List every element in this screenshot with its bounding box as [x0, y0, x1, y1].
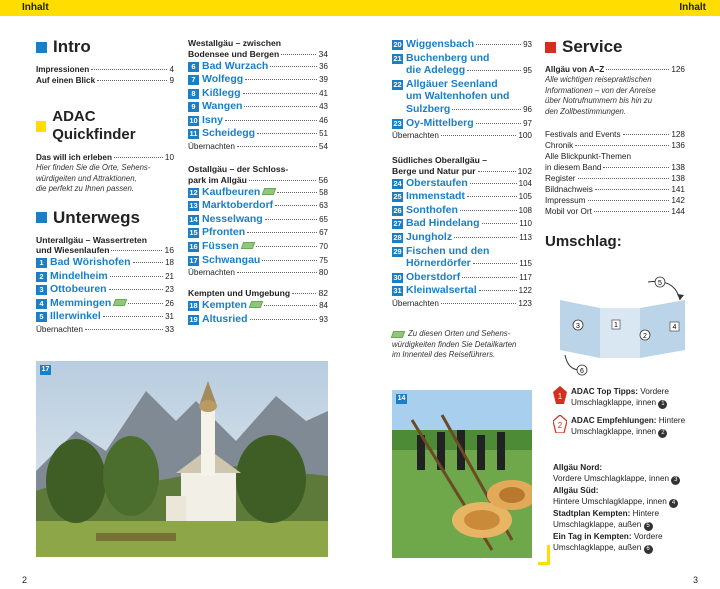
place-entry-cont[interactable]: die Adelegg 95 [406, 64, 532, 77]
place-entry[interactable]: 1 Bad Wörishofen 18 [36, 256, 174, 270]
toc-row[interactable]: Impressionen 4 [36, 65, 174, 74]
qf-text: würdigeiten und Attraktionen, [36, 173, 137, 183]
toc-row[interactable]: und Wiesenlaufen 16 [36, 245, 174, 255]
place-entry[interactable]: 23 Oy-Mittelberg 97 [393, 116, 532, 129]
legend-text: Hintere [656, 416, 686, 425]
note-text: im Innenteil des Reiseführers. [392, 350, 496, 359]
toc-row[interactable]: Auf einen Blick 9 [36, 76, 174, 85]
place-entry[interactable]: 26 Sonthofen 108 [393, 203, 532, 216]
section-unterwegs: Unterwegs [36, 209, 174, 227]
section-quickfinder: ADAC Quickfinder [36, 108, 174, 144]
region-heading: Westallgäu – zwischen [188, 38, 281, 48]
place-entry[interactable]: 5 Illerwinkel 31 [36, 310, 174, 324]
map-icon [240, 242, 255, 249]
place-entry-cont[interactable]: Sulzberg 96 [406, 102, 532, 115]
header-bar [0, 0, 720, 16]
callout-num: 3 [576, 323, 580, 330]
place-entry[interactable]: 3 Ottobeuren 23 [36, 283, 174, 297]
square-icon [36, 212, 47, 223]
legend-maps [553, 462, 703, 554]
toc-row[interactable]: Berge und Natur pur 102 [392, 165, 532, 176]
place-entry[interactable]: 17 Schwangau 75 [189, 253, 328, 266]
callout-num: 1 [658, 400, 667, 409]
legend-text: Umschlagklappe, innen [571, 398, 657, 407]
note-text: würdigkeiten finden Sie Detailkarten [392, 339, 517, 349]
legend-entry: Hintere Umschlagklappe, innen 4 [553, 496, 703, 508]
toc-row[interactable]: Kempten und Umgebung 82 [188, 288, 328, 299]
header-right: Inhalt [679, 2, 706, 13]
legend-text: Umschlagklappe, innen [571, 427, 657, 436]
place-entry[interactable]: 29 Fischen und den [393, 244, 490, 257]
place-entry[interactable]: 8 Kißlegg 41 [188, 87, 328, 101]
place-entry[interactable]: 10 Isny 46 [189, 113, 328, 126]
map-icon [249, 301, 264, 308]
legend-tips [553, 386, 703, 438]
photo-number: 14 [397, 395, 406, 402]
top-tip-icon [553, 386, 567, 404]
callout-num: 5 [658, 280, 662, 287]
az-text: den Zollbestimmungen. [545, 106, 627, 116]
empfehlung-icon [553, 415, 567, 433]
region-heading: Südliches Oberallgäu – [392, 155, 488, 166]
cover-diagram [540, 270, 710, 380]
place-entry[interactable]: 12 Kaufbeuren 58 [189, 185, 328, 198]
place-entry[interactable]: 18 Kempten 84 [189, 299, 328, 312]
place-entry[interactable]: 31 Kleinwalsertal 122 [393, 284, 532, 297]
toc-row[interactable]: Festivals and Events 128 [545, 130, 685, 139]
toc-row[interactable]: Übernachten 80 [188, 268, 328, 278]
toc-row[interactable]: Übernachten 33 [36, 324, 174, 334]
callout-num: 2 [658, 429, 667, 438]
map-icon [113, 299, 128, 306]
yellow-corner-mark [538, 545, 550, 565]
toc-row[interactable]: Chronik 136 [545, 141, 685, 150]
callout-num: 2 [643, 333, 647, 340]
legend-entry: Allgäu Nord: [553, 463, 603, 472]
place-entry[interactable]: 4 Memmingen 26 [36, 297, 174, 311]
callout-num: 6 [580, 368, 584, 375]
place-entry[interactable]: 24 Oberstaufen 104 [393, 176, 532, 189]
place-entry[interactable]: 15 Pfronten 67 [189, 226, 328, 239]
az-text: Informationen – von der Anreise [545, 85, 656, 95]
legend-entry: Umschlagklappe, außen 6 [553, 542, 703, 554]
place-entry[interactable]: 27 Bad Hindelang 110 [393, 217, 532, 230]
toc-row[interactable]: Mobil vor Ort 144 [545, 207, 685, 216]
place-entry[interactable]: 19 Altusried 93 [189, 312, 328, 325]
col-oberallgaeu [392, 38, 532, 361]
place-entry-cont[interactable]: Hörnerdörfer 115 [406, 257, 532, 270]
map-note [392, 329, 532, 340]
photo-number: 17 [41, 366, 50, 373]
place-entry[interactable]: 30 Oberstdorf 117 [393, 270, 532, 283]
col-west [188, 38, 328, 326]
note-text: Zu diesen Orten und Sehens- [408, 329, 511, 338]
photo-church [36, 361, 328, 557]
toc-row[interactable]: park im Allgäu 56 [188, 174, 328, 185]
place-entry[interactable]: 25 Immenstadt 105 [393, 190, 532, 203]
toc-row[interactable]: Impressum 142 [545, 196, 685, 205]
callout-num: 4 [672, 324, 677, 331]
place-entry-cont[interactable]: um Waltenhofen und [406, 90, 510, 103]
section-intro: Intro [36, 38, 174, 56]
map-icon [262, 188, 277, 195]
toc-row[interactable]: Bildnachweis 141 [545, 185, 685, 194]
arrow-head [677, 294, 684, 300]
toc-row[interactable]: Allgäu von A–Z 126 [545, 65, 685, 74]
photo-alphorn [392, 390, 532, 558]
place-entry[interactable]: 22 Allgäuer Seenland [393, 77, 498, 90]
qf-text: die perfekt zu Ihnen passen. [36, 184, 134, 193]
col-service [545, 38, 685, 250]
legend-label: ADAC Top Tipps: [571, 387, 639, 396]
legend-entry: Umschlagklappe, außen 5 [553, 519, 703, 531]
region-heading: Unterallgäu – Wassertreten [36, 234, 147, 245]
qf-text: Hier finden Sie die Orte, Sehens- [36, 163, 151, 172]
toc-row[interactable]: Bodensee und Bergen 34 [188, 48, 328, 59]
legend-entry: Stadtplan Kempten: Hintere [553, 509, 660, 518]
place-entry[interactable]: 16 Füssen 70 [189, 239, 328, 252]
place-entry[interactable]: 21 Buchenberg und [393, 51, 490, 64]
legend-entry: Ein Tag in Kempten: Vordere [553, 532, 663, 541]
toc-row[interactable]: Register 138 [545, 174, 685, 183]
legend-entry: Allgäu Süd: [553, 486, 599, 495]
section-service: Service [545, 38, 685, 56]
toc-row[interactable]: Übernachten 100 [392, 131, 532, 141]
callout-num: 1 [614, 322, 618, 329]
place-entry[interactable]: 13 Marktoberdorf 63 [189, 199, 328, 212]
place-entry[interactable]: 28 Jungholz 113 [393, 231, 532, 244]
cover-front [600, 308, 640, 358]
legend-label: ADAC Empfehlungen: [571, 416, 657, 425]
map-icon [391, 331, 406, 338]
legend-text: Vordere [638, 387, 669, 396]
toc-row[interactable]: Das will ich erleben 10 [36, 153, 174, 162]
place-entry[interactable]: 7 Wolfegg 39 [188, 73, 328, 87]
place-entry[interactable]: 14 Nesselwang 65 [189, 212, 328, 225]
toc-row[interactable]: Übernachten 54 [188, 142, 328, 152]
place-entry[interactable]: 9 Wangen 43 [188, 100, 328, 114]
place-entry[interactable]: 20 Wiggensbach 93 [393, 38, 532, 50]
place-entry[interactable]: 11 Scheidegg 51 [189, 127, 328, 140]
church-image [36, 361, 328, 557]
alphorn-image [392, 390, 532, 558]
col-intro [36, 38, 174, 335]
az-text: Alle wichtigen reisepraktischen [545, 75, 652, 84]
toc-row[interactable]: Alle Blickpunkt-Themen [545, 152, 632, 161]
umschlag-heading: Umschlag: [545, 233, 622, 250]
page-number-right: 3 [692, 575, 698, 585]
top-tip-num: 1 [557, 392, 563, 401]
square-icon [36, 121, 46, 132]
square-icon [545, 42, 556, 53]
toc-row[interactable]: Übernachten 123 [392, 299, 532, 308]
place-entry[interactable]: 6 Bad Wurzach 36 [188, 60, 328, 74]
empfehlung-num: 2 [557, 421, 563, 430]
square-icon [36, 42, 47, 53]
place-entry[interactable]: 2 Mindelheim 21 [36, 270, 174, 284]
legend-entry: Vordere Umschlagklappe, innen 3 [553, 473, 703, 485]
toc-row[interactable]: in diesem Band 138 [545, 163, 685, 172]
region-heading: Ostallgäu – der Schloss- [188, 164, 289, 175]
header-left: Inhalt [22, 2, 49, 13]
az-text: über Notrufnummern bis hin zu [545, 96, 653, 105]
page-number-left: 2 [22, 575, 28, 585]
